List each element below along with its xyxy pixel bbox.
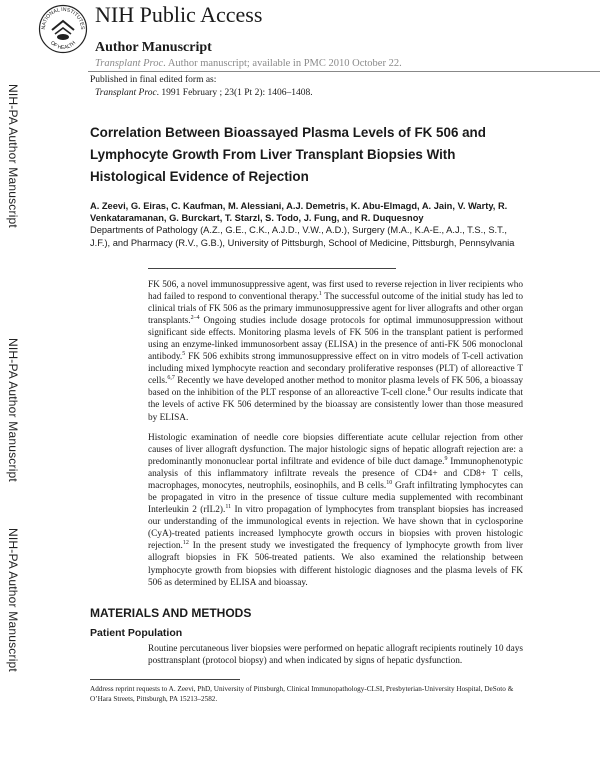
- paragraph-segment: The successful outcome of the initial study has led to clinical trials of FK 506 as the primary immunosuppressive agent for liver allografts and other organ transplants.: [148, 292, 524, 327]
- methods-heading: MATERIALS AND METHODS: [90, 606, 252, 620]
- abstract-paragraph-2: [148, 432, 523, 589]
- author-block: [90, 200, 520, 249]
- citation-superscript: 5: [182, 351, 186, 358]
- paragraph-segment: Graft infiltrating lymphocytes can be propagated in vitro in the presence of tissue culture media supplemented with recombinant Interleukin 2 (rIL2).: [148, 481, 523, 516]
- sidebar-label-1: NIH-PA Author Manuscript: [6, 84, 20, 228]
- patient-population-heading: Patient Population: [90, 627, 183, 639]
- availability-journal: Transplant Proc: [95, 58, 164, 69]
- availability-note: [95, 58, 402, 69]
- abstract-divider: [148, 268, 396, 269]
- paragraph-segment: Histologic examination of needle core biopsies differentiate acute cellular rejection from other causes of liver allograft dysfunction. The major histologic signs of hepatic allograft rejection are: a predominantly mononuclear portal infiltrate and evidence of bile duct damage.: [148, 433, 523, 468]
- svg-text:NATIONAL INSTITUTES: [41, 7, 85, 30]
- paragraph-segment: Our results indicate that the levels of active FK 506 determined by the bioassay are consistently lower than those measured by ELISA.: [148, 388, 523, 423]
- nih-logo-icon: [38, 4, 88, 54]
- citation-superscript: 11: [225, 504, 232, 511]
- paragraph-segment: FK 506, a novel immunosuppressive agent, was first used to reverse rejection in liver recipients who had failed to respond to conventional therapy.: [148, 280, 523, 303]
- citation-journal: Transplant Proc: [95, 88, 157, 98]
- methods-body: Routine percutaneous liver biopsies were performed on hepatic allograft recipients routinely 10 days posttransplant (protocol biopsy) and when indicated by signs of hepatic dysfunction.: [148, 644, 523, 667]
- abstract-paragraph-2-text: [148, 432, 523, 589]
- footnote: Address reprint requests to A. Zeevi, PhD, University of Pittsburgh, Clinical Immunopathology-CLSI, Presbyterian-University Hospital, DeSoto & O’Hara Streets, Pittsburgh, PA 15213–2582.: [90, 685, 514, 703]
- paragraph-segment: In vitro propagation of lymphocytes from transplant biopsies has increased our understanding of the immunological events in rejection. We have shown that in cyclosporine (CyA)-treated patients increased lymphocyte growth occurs in biopsies with proven histologic rejection.: [148, 505, 524, 552]
- paragraph-segment: Immunophenotypic analysis of this inflammatory infiltrate reveals the presence of CD4+ and CD8+ T cells, macrophages, monocytes, neutrophils, eosinophils, and B cells.: [148, 457, 524, 492]
- author-list: A. Zeevi, G. Eiras, C. Kaufman, M. Alessiani, A.J. Demetris, K. Abu-Elmagd, A. Jain, V. Warty, R. Venkataramanan, G. Burckart, T. Starzl, S. Todo, J. Fung, and R. Duquesnoy: [90, 201, 508, 224]
- citation-superscript: 9: [444, 456, 448, 462]
- citation-superscript: 12: [182, 540, 189, 547]
- abstract-paragraph-1-text: [148, 279, 523, 424]
- footnote-divider: [90, 679, 240, 680]
- paragraph-segment: In the present study we investigated the frequency of lymphocyte growth from liver allograft biopsies in FK 506-treated patients. We also examined the relationship between lymphocyte growth from biopsies with different histologic diagnoses and the plasma levels of FK 506 as determined by ELISA and bioassay.: [148, 541, 523, 588]
- logo-text-bottom: OF HEALTH: [48, 40, 78, 52]
- logo-text-top: NATIONAL INSTITUTES: [40, 6, 86, 30]
- citation-superscript: 2–4: [190, 315, 200, 322]
- published-label: Published in final edited form as:: [90, 75, 217, 85]
- header-divider: [88, 71, 600, 72]
- paragraph-segment: FK 506 exhibits strong immunosuppressive effect on in vitro models of T-cell activation including mixed lymphocyte reaction and secondary proliferative responses (PLT) of alloreactive T cells.: [148, 352, 523, 387]
- availability-text: . Author manuscript; available in PMC 2010 October 22.: [163, 58, 402, 69]
- paragraph-segment: Recently we have developed another method to monitor plasma levels of FK 506, a bioassay based on the inhibition of the PLT response of an alloreactive T-cell clone.: [148, 376, 523, 399]
- header-subtitle: Author Manuscript: [95, 40, 212, 55]
- paragraph-segment: Ongoing studies include dosage protocols for optimal immunosuppression without significant side effects. Monitoring plasma levels of FK 506 in the transplant patient is performed using an enzyme-linked immunosorbent assay (ELISA) in the presence of anti-FK 506 monoclonal antibody.: [148, 316, 523, 363]
- svg-text:OF HEALTH: [49, 40, 77, 51]
- affiliation: Departments of Pathology (A.Z., G.E., C.K., A.J.D., V.W., A.D.), Surgery (M.A., K.A-E., A.J., T.S., S.T., J.F.), and Pharmacy (R.V., G.B.), University of Pittsburgh, School of Medicine, Pittsburgh, Pennsylvania: [90, 225, 515, 248]
- citation-details: . 1991 February ; 23(1 Pt 2): 1406–1408.: [156, 88, 313, 98]
- citation-superscript: 6,7: [167, 375, 175, 382]
- citation-superscript: 1: [318, 290, 322, 297]
- citation-superscript: 8: [427, 387, 431, 394]
- article-title: Correlation Between Bioassayed Plasma Levels of FK 506 and Lymphocyte Growth From Liver Transplant Biopsies With Histological Evidence of Rejection: [90, 125, 486, 184]
- citation: [95, 88, 313, 98]
- header-title: NIH Public Access: [95, 2, 263, 27]
- citation-superscript: 10: [386, 480, 393, 487]
- sidebar-label-3: NIH-PA Author Manuscript: [6, 528, 20, 672]
- sidebar-label-2: NIH-PA Author Manuscript: [6, 338, 20, 482]
- abstract-paragraph-1: [148, 279, 523, 424]
